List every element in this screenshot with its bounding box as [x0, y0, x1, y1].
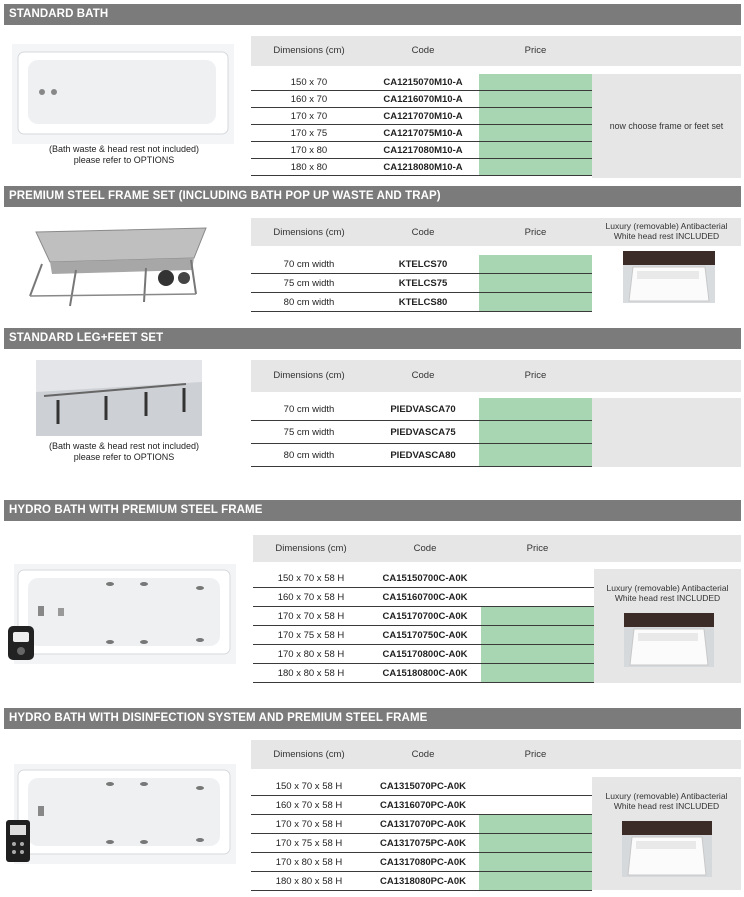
table-row	[253, 664, 594, 683]
table-row	[253, 645, 594, 664]
code-cell: CA15150700C-A0K	[382, 573, 468, 584]
price-cell[interactable]	[479, 398, 592, 420]
dimension-cell: 170 x 75	[290, 128, 328, 139]
table-row	[251, 815, 592, 834]
code-cell: CA15170700C-A0K	[382, 611, 468, 622]
code-cell: CA1215070M10-A	[383, 77, 463, 88]
table-row	[251, 74, 592, 91]
headrest-photo	[622, 821, 712, 877]
col-dimensions: Dimensions (cm)	[273, 370, 345, 381]
code-cell: CA15170800C-A0K	[382, 649, 468, 660]
col-dimensions: Dimensions (cm)	[273, 45, 345, 56]
code-cell: KTELCS75	[398, 278, 448, 289]
dimension-cell: 160 x 70 x 58 H	[275, 800, 343, 811]
price-cell[interactable]	[479, 421, 592, 443]
price-cell[interactable]	[481, 626, 594, 644]
col-code: Code	[411, 45, 435, 56]
section-title: HYDRO BATH WITH DISINFECTION SYSTEM AND PREMIUM STEEL FRAME	[4, 708, 741, 729]
table-row	[253, 626, 594, 645]
section-title: PREMIUM STEEL FRAME SET (INCLUDING BATH POP UP WASTE AND TRAP)	[4, 186, 741, 207]
table-row	[251, 159, 592, 176]
dimension-cell: 170 x 70	[290, 111, 328, 122]
code-cell: CA1317080PC-A0K	[379, 857, 467, 868]
col-price: Price	[524, 370, 547, 381]
price-cell[interactable]	[481, 645, 594, 663]
dimension-cell: 70 cm width	[283, 259, 335, 270]
code-cell: PIEDVASCA70	[390, 404, 456, 415]
price-cell[interactable]	[479, 74, 592, 90]
table-row	[251, 108, 592, 125]
headrest-photo	[623, 251, 715, 303]
dimension-cell: 170 x 80 x 58 H	[275, 857, 343, 868]
col-headrest: Luxury (removable) Antibacterial White head rest INCLUDED	[605, 221, 728, 241]
price-cell[interactable]	[479, 274, 592, 292]
code-cell: CA15170750C-A0K	[382, 630, 468, 641]
code-cell: KTELCS80	[398, 297, 448, 308]
col-price: Price	[524, 227, 547, 238]
col-price: Price	[526, 543, 549, 554]
bath-caption: (Bath waste & head rest not included) please refer to OPTIONS	[48, 144, 200, 165]
headrest-panel: Luxury (removable) Antibacterial White head rest INCLUDED	[592, 777, 741, 890]
table-header	[251, 360, 741, 392]
section-standard-bath	[4, 4, 741, 176]
price-cell[interactable]	[479, 159, 592, 175]
section-hydro-bath	[4, 500, 741, 688]
table-header	[251, 740, 741, 769]
dimension-cell: 150 x 70 x 58 H	[277, 573, 345, 584]
code-cell: PIEDVASCA80	[390, 450, 456, 461]
side-panel	[592, 398, 741, 467]
code-cell: CA1217080M10-A	[383, 145, 463, 156]
code-cell: CA1317075PC-A0K	[379, 838, 467, 849]
col-code: Code	[411, 370, 435, 381]
dimension-cell: 75 cm width	[283, 427, 335, 438]
table-row	[251, 274, 592, 293]
dimension-cell: 180 x 80 x 58 H	[275, 876, 343, 887]
table-row	[251, 853, 592, 872]
dimension-cell: 170 x 80	[290, 145, 328, 156]
feet-caption: (Bath waste & head rest not included) please refer to OPTIONS	[48, 441, 200, 462]
dimension-cell: 70 cm width	[283, 404, 335, 415]
col-dimensions: Dimensions (cm)	[275, 543, 347, 554]
price-cell[interactable]	[479, 815, 592, 833]
dimension-cell: 170 x 80 x 58 H	[277, 649, 345, 660]
price-cell[interactable]	[479, 255, 592, 273]
dimension-cell: 160 x 70	[290, 94, 328, 105]
section-hydro-bath-disinfection	[4, 708, 741, 894]
code-cell: CA1217070M10-A	[383, 111, 463, 122]
dimension-cell: 160 x 70 x 58 H	[277, 592, 345, 603]
code-cell: CA1216070M10-A	[383, 94, 463, 105]
headrest-panel: Luxury (removable) Antibacterial White head rest INCLUDED	[594, 569, 741, 683]
table-row	[253, 588, 594, 607]
price-cell[interactable]	[479, 142, 592, 158]
hydro-disinfection-photo	[14, 764, 236, 864]
price-cell[interactable]	[479, 834, 592, 852]
dimension-cell: 170 x 70 x 58 H	[277, 611, 345, 622]
code-cell: CA1217075M10-A	[383, 128, 463, 139]
price-cell[interactable]	[479, 108, 592, 124]
price-cell[interactable]	[479, 91, 592, 107]
dimension-cell: 180 x 80	[290, 162, 328, 173]
table-row	[253, 607, 594, 626]
price-cell[interactable]	[481, 607, 594, 625]
dimension-cell: 80 cm width	[283, 450, 335, 461]
dimension-cell: 170 x 75 x 58 H	[275, 838, 343, 849]
dimension-cell: 170 x 75 x 58 H	[277, 630, 345, 641]
code-cell: KTELCS70	[398, 259, 448, 270]
table-row	[251, 125, 592, 142]
section-premium-steel-frame	[4, 186, 741, 312]
table-row	[251, 398, 592, 421]
table-row	[251, 872, 592, 891]
table-header	[251, 36, 741, 66]
price-cell[interactable]	[481, 664, 594, 682]
price-cell[interactable]	[479, 444, 592, 466]
code-cell: CA15180800C-A0K	[382, 668, 468, 679]
section-leg-feet-set	[4, 328, 741, 468]
code-cell: CA15160700C-A0K	[382, 592, 468, 603]
table-row	[251, 421, 592, 444]
col-code: Code	[413, 543, 437, 554]
table-row	[251, 91, 592, 108]
price-cell[interactable]	[479, 853, 592, 871]
section-title: STANDARD BATH	[4, 4, 741, 25]
bath-photo	[12, 44, 234, 144]
dimension-cell: 75 cm width	[283, 278, 335, 289]
table-row	[251, 777, 592, 796]
col-price: Price	[524, 45, 547, 56]
table-row	[251, 796, 592, 815]
price-cell[interactable]	[479, 872, 592, 890]
col-code: Code	[411, 749, 435, 760]
dimension-cell: 170 x 70 x 58 H	[275, 819, 343, 830]
col-dimensions: Dimensions (cm)	[273, 749, 345, 760]
table-row	[251, 255, 592, 274]
col-price: Price	[524, 749, 547, 760]
section-title: HYDRO BATH WITH PREMIUM STEEL FRAME	[4, 500, 741, 521]
code-cell: PIEDVASCA75	[390, 427, 456, 438]
price-cell[interactable]	[479, 125, 592, 141]
table-row	[253, 569, 594, 588]
col-dimensions: Dimensions (cm)	[273, 227, 345, 238]
code-cell: CA1218080M10-A	[383, 162, 463, 173]
frame-photo	[16, 220, 216, 310]
side-note-panel: now choose frame or feet set	[592, 74, 741, 178]
table-row	[251, 293, 592, 312]
col-code: Code	[411, 227, 435, 238]
code-cell: CA1317070PC-A0K	[379, 819, 467, 830]
price-cell[interactable]	[479, 293, 592, 311]
dimension-cell: 80 cm width	[283, 297, 335, 308]
remote-control-icon	[6, 624, 36, 662]
feet-photo	[36, 360, 202, 436]
hydro-bath-photo	[14, 564, 236, 664]
table-row	[251, 444, 592, 467]
table-row	[251, 142, 592, 159]
dimension-cell: 150 x 70 x 58 H	[275, 781, 343, 792]
table-header	[253, 535, 741, 562]
dimension-cell: 150 x 70	[290, 77, 328, 88]
control-panel-icon	[4, 818, 32, 864]
dimension-cell: 180 x 80 x 58 H	[277, 668, 345, 679]
table-row	[251, 834, 592, 853]
code-cell: CA1315070PC-A0K	[379, 781, 467, 792]
headrest-photo	[624, 613, 714, 667]
code-cell: CA1316070PC-A0K	[379, 800, 467, 811]
section-title: STANDARD LEG+FEET SET	[4, 328, 741, 349]
table-header	[251, 218, 741, 246]
code-cell: CA1318080PC-A0K	[379, 876, 467, 887]
